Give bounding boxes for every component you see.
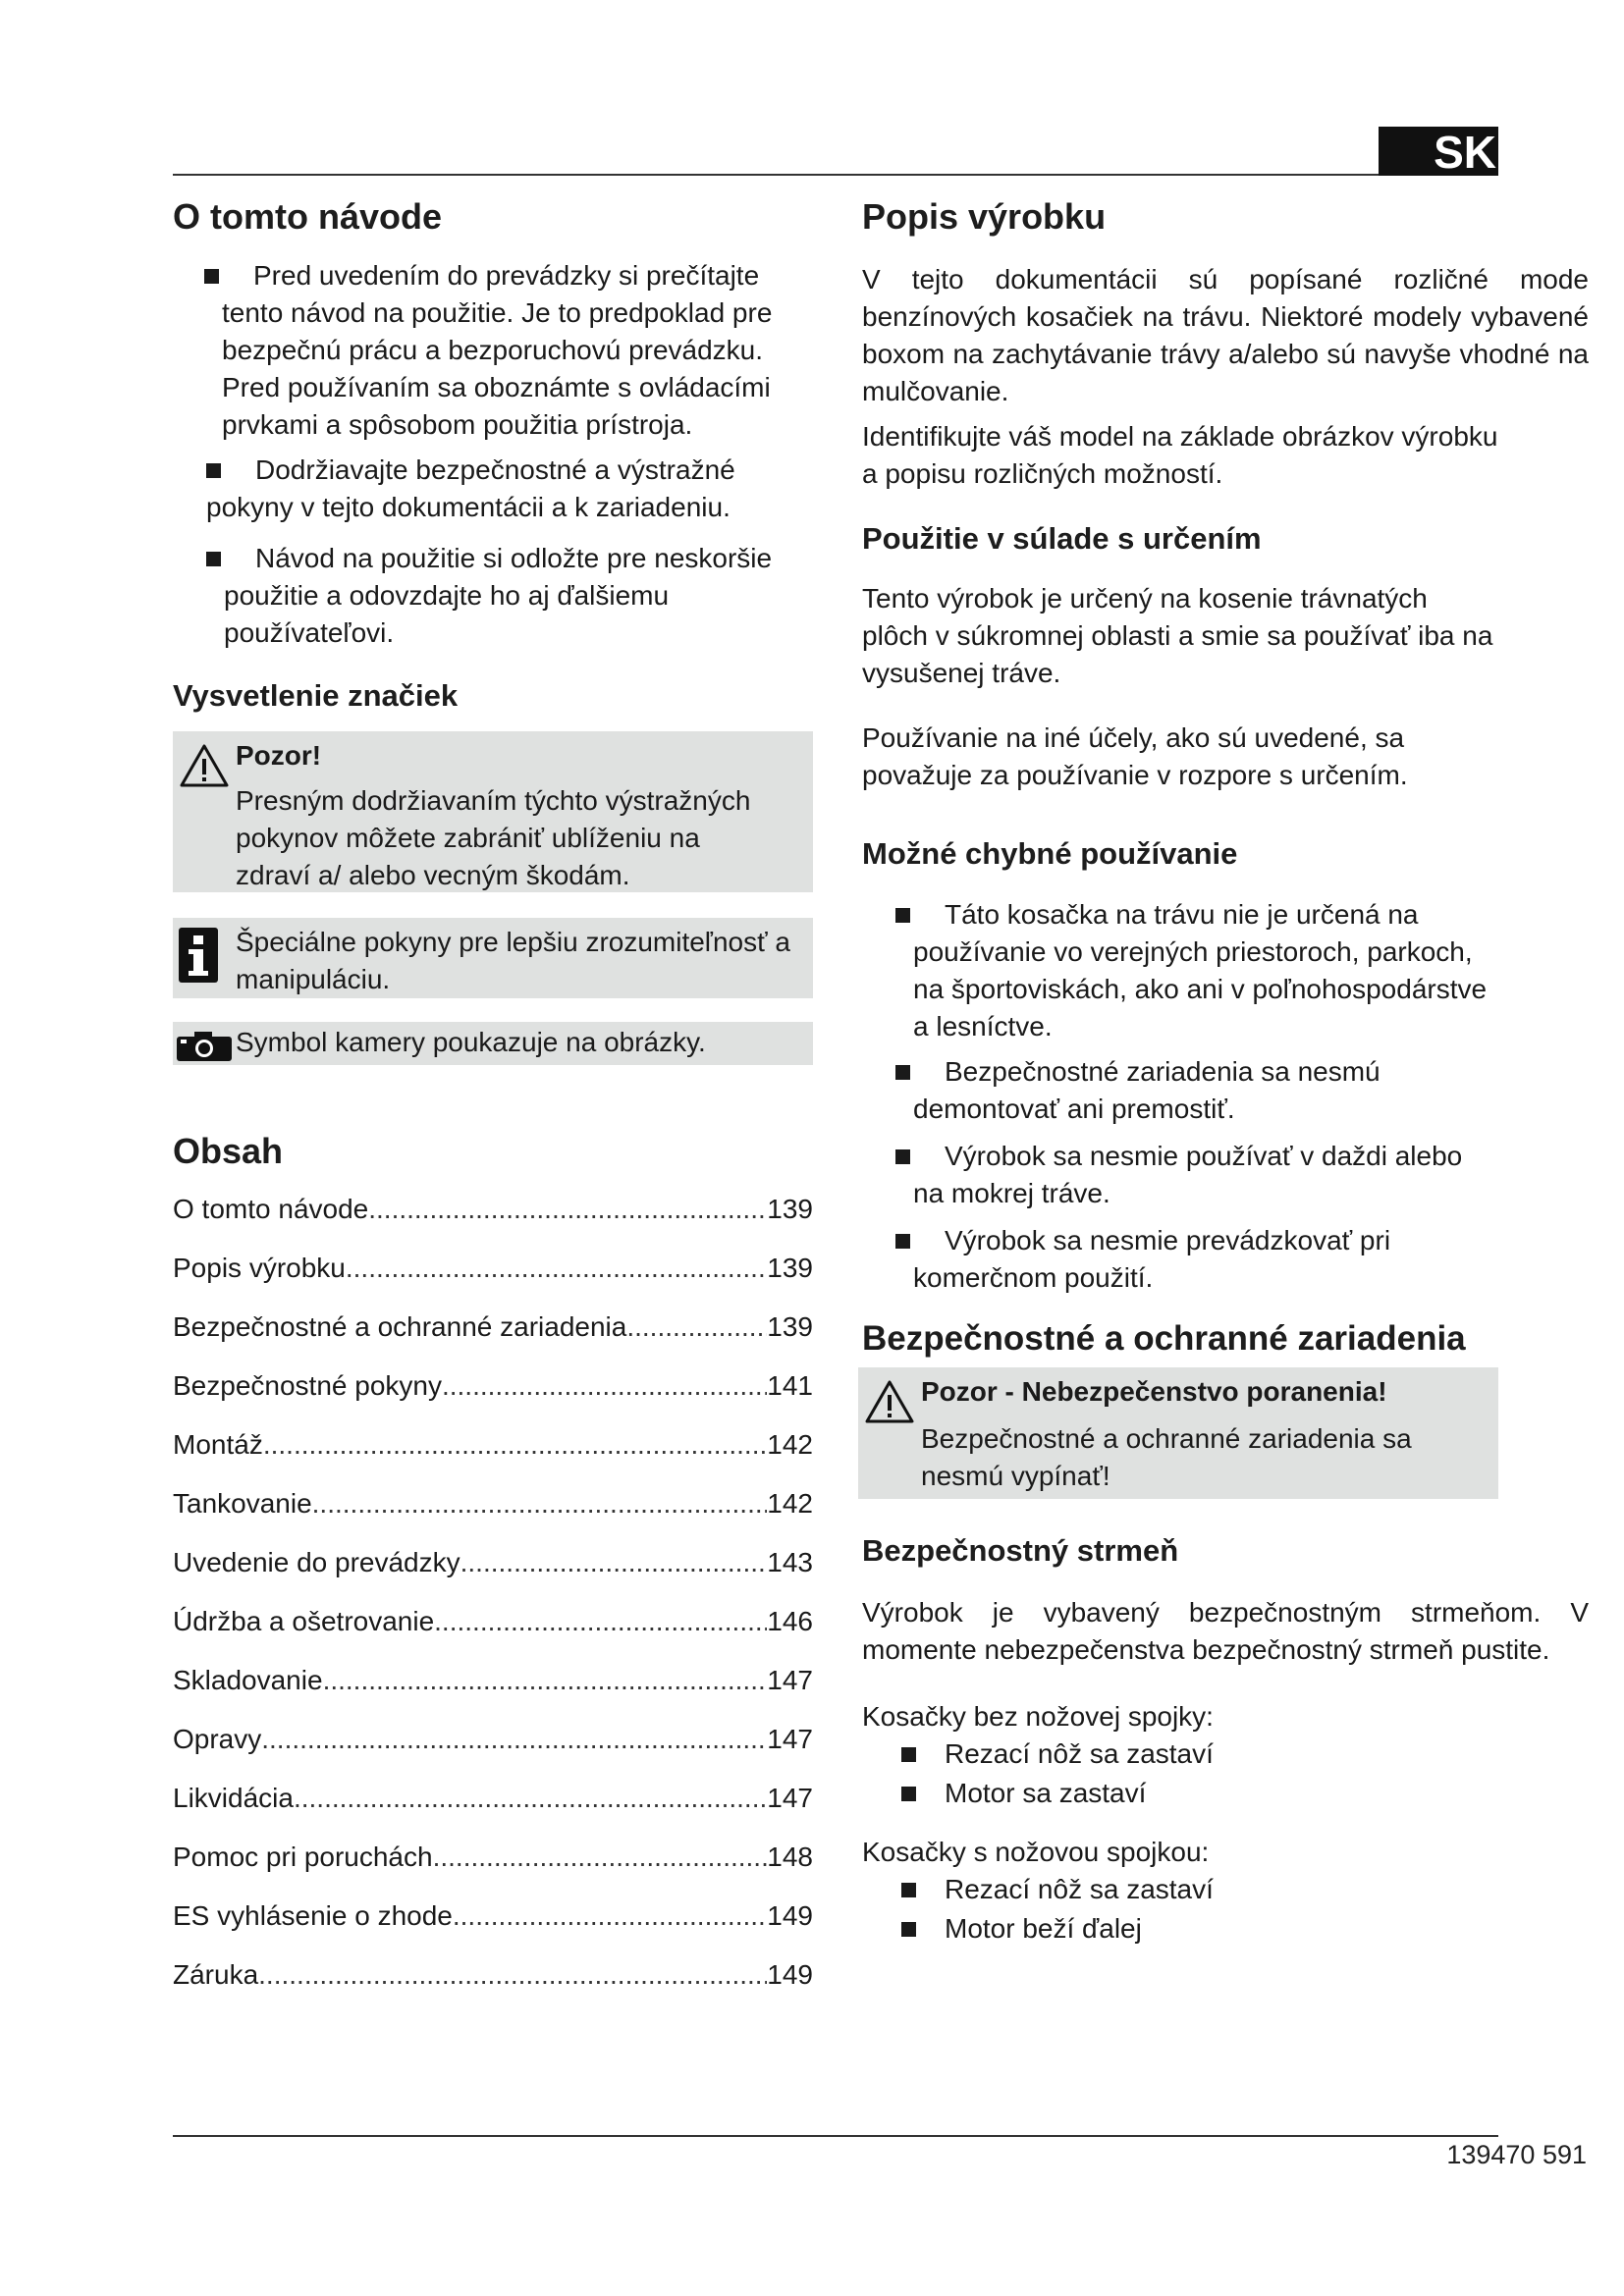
bottom-rule [173, 2135, 1498, 2137]
misuse-heading: Možné chybné používanie [862, 836, 1238, 872]
document-code: 139470 591 [1446, 2140, 1587, 2169]
about-bullets [173, 257, 813, 652]
product-para-1: V tejto dokumentácii sú popísané rozličné mode benzínových kosačiek na trávu. Niektoré modely vybavené boxom na zachytávanie trávy a/alebo sú navyše vhodné na mulčovanie. [862, 264, 1589, 407]
toc-row[interactable]: Opravy ..... 147 [173, 1721, 813, 1780]
product-para-2: Identifikujte váš model na základe obrázkov výrobku a popisu rozličných možností. [862, 421, 1498, 490]
warning-icon [179, 743, 230, 793]
info-box [173, 918, 813, 998]
toc-heading: Obsah [173, 1131, 284, 1172]
symbols-heading: Vysvetlenie značiek [173, 678, 459, 714]
info-text: Špeciálne pokyny pre lepšiu zrozumiteľnosť a manipuláciu. [236, 927, 790, 995]
danger-warning-title: Pozor - Nebezpečenstvo poranenia! [921, 1375, 1387, 1407]
toc-row[interactable]: Uvedenie do prevádzky ..... 143 [173, 1544, 813, 1603]
toc-row[interactable]: Skladovanie ..... 147 [173, 1662, 813, 1721]
bar-group-2-label: Kosačky s nožovou spojkou: [862, 1836, 1210, 1867]
info-icon [179, 928, 218, 988]
toc-row[interactable]: Popis výrobku ..... 139 [173, 1250, 813, 1308]
toc-row[interactable]: Montáž ..... 142 [173, 1426, 813, 1485]
top-rule [173, 174, 1498, 176]
danger-warning-text: Bezpečnostné a ochranné zariadenia sa nesmú vypínať! [921, 1422, 1412, 1491]
intended-para-2: Používanie na iné účely, ako sú uvedené, sa považuje za používanie v rozpore s určením. [862, 722, 1408, 791]
right-column [862, 191, 1589, 1948]
toc-row[interactable]: Pomoc pri poruchách ..... 148 [173, 1839, 813, 1897]
list-item: Táto kosačka na trávu nie je určená na používanie vo verejných priestoroch, parkoch, na športoviskách, ako ani v poľnohospodárstve a lesníctve. [862, 896, 1498, 1045]
bar-heading: Bezpečnostný strmeň [862, 1532, 1179, 1568]
list-item: Dodržiavajte bezpečnostné a výstražné pokyny v tejto dokumentácii a k zariadeniu. [173, 452, 813, 526]
list-item: Motor sa zastaví [862, 1775, 1498, 1812]
toc-row[interactable]: ES vyhlásenie o zhode ..... 149 [173, 1897, 813, 1956]
toc-row[interactable]: Bezpečnostné a ochranné zariadenia ..... 139 [173, 1308, 813, 1367]
list-item: Výrobok sa nesmie prevádzkovať pri komerčnom použití. [862, 1222, 1498, 1297]
toc-list [173, 1191, 813, 2015]
toc-row[interactable]: Údržba a ošetrovanie ..... 146 [173, 1603, 813, 1662]
product-heading: Popis výrobku [862, 196, 1107, 237]
toc-row[interactable]: Tankovanie ..... 142 [173, 1485, 813, 1544]
list-item: Bezpečnostné zariadenia sa nesmú demontovať ani premostiť. [862, 1053, 1498, 1128]
misuse-bullets [862, 896, 1498, 1297]
camera-text: Symbol kamery poukazuje na obrázky. [236, 1027, 706, 1058]
language-tab: SK [1379, 127, 1498, 176]
toc-row[interactable]: Záruka ..... 149 [173, 1956, 813, 2015]
list-item: Rezací nôž sa zastaví [862, 1735, 1498, 1773]
camera-box [173, 1022, 813, 1065]
warning-text: Presným dodržiavaním týchto výstražných pokynov môžete zabrániť ublíženiu na zdraví a/ alebo vecným škodám. [236, 785, 751, 891]
about-heading: O tomto návode [173, 196, 443, 237]
warning-icon [864, 1379, 915, 1429]
list-item: Rezací nôž sa zastaví [862, 1871, 1498, 1908]
list-item: Výrobok sa nesmie používať v daždi alebo na mokrej tráve. [862, 1138, 1498, 1212]
list-item: Pred uvedením do prevádzky si prečítajte tento návod na použitie. Je to predpoklad pre bezpečnú prácu a bezporuchovú prevádzku. Pred používaním sa oboznámte s ovládacími prvkami a spôsobom použitia prístroja. [171, 257, 813, 444]
intended-para-1: Tento výrobok je určený na kosenie trávnatých plôch v súkromnej oblasti a smie sa používať iba na vysušenej tráve. [862, 583, 1493, 689]
camera-icon [177, 1032, 232, 1066]
intended-heading: Použitie v súlade s určením [862, 521, 1262, 557]
toc-row[interactable]: O tomto návode ..... 139 [173, 1191, 813, 1250]
danger-warning-box [858, 1367, 1498, 1499]
left-column [173, 191, 813, 2015]
bar-group-1-label: Kosačky bez nožovej spojky: [862, 1700, 1214, 1732]
list-item: Návod na použitie si odložte pre neskoršie použitie a odovzdajte ho aj ďalšiemu používateľovi. [173, 540, 813, 652]
bar-para: Výrobok je vybavený bezpečnostným strmeňom. V momente nebezpečenstva bezpečnostný strmeň pustite. [862, 1596, 1589, 1665]
toc-row[interactable]: Likvidácia ..... 147 [173, 1780, 813, 1839]
safety-heading: Bezpečnostné a ochranné zariadenia [862, 1318, 1466, 1358]
list-item: Motor beží ďalej [862, 1910, 1498, 1948]
warning-box [173, 731, 813, 892]
toc-row[interactable]: Bezpečnostné pokyny ..... 141 [173, 1367, 813, 1426]
warning-title: Pozor! [236, 740, 322, 772]
